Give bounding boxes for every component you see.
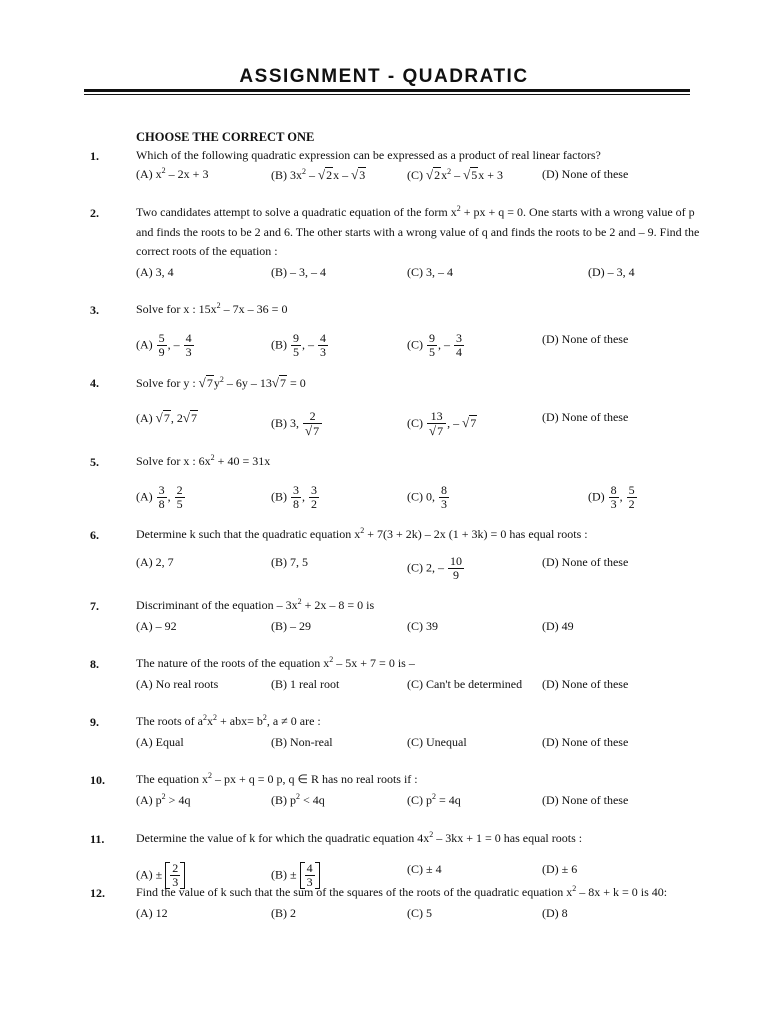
question-number: 11. bbox=[90, 832, 105, 846]
answer-option-a: (A) $x^2 - 2x + 3$ bbox=[136, 166, 209, 181]
answer-option-d: (D) None of these bbox=[542, 167, 629, 181]
question-text: Solve for x : $6x^2 + 40 = 31x$ bbox=[136, 453, 271, 468]
answer-option-c: (C) 5 bbox=[407, 906, 432, 920]
answer-option-a: (A) $\frac{5}{9}$ , – $\frac{4}{3}$ bbox=[136, 331, 192, 359]
answer-option-d: (D) 8 bbox=[542, 906, 568, 920]
question-number: 2. bbox=[90, 206, 99, 220]
question-number: 6. bbox=[90, 528, 99, 542]
question-number: 5. bbox=[90, 455, 99, 469]
question-number: 7. bbox=[90, 599, 99, 613]
answer-option-a: (A) – 92 bbox=[136, 619, 177, 633]
answer-option-c: (C) $p^2 = 4q$ bbox=[407, 792, 461, 807]
answer-option-d: (D) $\frac{8}{3}$ , $\frac{5}{2}$ bbox=[588, 483, 635, 511]
question-number: 9. bbox=[90, 715, 99, 729]
title-underline-thick bbox=[84, 89, 690, 92]
answer-option-a: (A) $p^2 > 4q$ bbox=[136, 792, 191, 807]
answer-option-b: (B) – 3, – 4 bbox=[271, 265, 326, 279]
answer-option-b: (B) – 29 bbox=[271, 619, 311, 633]
question-text: Determine the value of k for which the quadratic equation $4x^2 - 3kx + 1 = 0$ has equal roots : bbox=[136, 830, 583, 845]
answer-option-a: (A) √7, 2√7 bbox=[136, 410, 197, 425]
answer-option-a: (A) Equal bbox=[136, 735, 184, 749]
answer-option-c: (C) 2, – $\frac{10}{9}$ bbox=[407, 554, 462, 582]
answer-option-a: (A) No real roots bbox=[136, 677, 219, 691]
answer-option-c: (C) Unequal bbox=[407, 735, 467, 749]
question-text: Solve for y : $√7y^2 - 6y - 13√7 = 0$ bbox=[136, 375, 306, 390]
question-text: Find the value of k such that the sum of the squares of the roots of the quadratic equation $x^2 - 8x + k = 0$ is 40: bbox=[136, 884, 668, 899]
answer-option-c: (C) $\frac{13}{√7}$ , – √7 bbox=[407, 409, 477, 438]
question-text: The equation $x^2$ – px + q = 0 p, q ∈ R has no real roots if : bbox=[136, 771, 418, 786]
question-text: Determine k such that the quadratic equation $x^2 + 7(3 + 2k) - 2x$ (1 + 3k) = 0 has equal roots : bbox=[136, 526, 588, 541]
answer-option-d: (D) None of these bbox=[542, 410, 629, 424]
question-text: The nature of the roots of the equation $x^2 - 5x + 7 = 0$ is – bbox=[136, 655, 415, 670]
question-text: Two candidates attempt to solve a quadratic equation of the form $x^2$ + px + q = 0. One starts with a wrong value of p and finds the roots to be 2 and 6. The other starts with a wrong value of q and finds the roots to be 2 and – 9. Find the correct roots of the equation : bbox=[136, 204, 700, 258]
answer-option-b: (B) $p^2 < 4q$ bbox=[271, 792, 325, 807]
question-number: 1. bbox=[90, 149, 99, 163]
answer-option-a: (A) $\frac{3}{8}$ , $\frac{2}{5}$ bbox=[136, 483, 183, 511]
answer-option-b: (B) 2 bbox=[271, 906, 296, 920]
answer-option-a: (A) 2, 7 bbox=[136, 555, 174, 569]
answer-option-b: (B) $\frac{9}{5}$ , – $\frac{4}{3}$ bbox=[271, 331, 326, 359]
question-number: 10. bbox=[90, 773, 105, 787]
answer-option-d: (D) ± 6 bbox=[542, 862, 578, 876]
answer-option-c: (C) Can't be determined bbox=[407, 677, 523, 691]
answer-option-b: (B) Non-real bbox=[271, 735, 333, 749]
answer-option-d: (D) None of these bbox=[542, 677, 629, 691]
answer-option-a: (A) 3, 4 bbox=[136, 265, 174, 279]
answer-option-b: (B) 3, $\frac{2}{√7}$ bbox=[271, 410, 323, 438]
answer-option-d: (D) None of these bbox=[542, 735, 629, 749]
answer-option-c: (C) 39 bbox=[407, 619, 438, 633]
question-text: The roots of $a^2x^2 + abx= b^2$, a ≠ 0 are : bbox=[136, 713, 321, 728]
question-text: Solve for x : $15x^2 - 7x - 36 = 0$ bbox=[136, 301, 288, 316]
answer-option-b: (B) 7, 5 bbox=[271, 555, 308, 569]
answer-option-a: (A) ± $\frac{2}{3}$ bbox=[136, 862, 185, 889]
answer-option-d: (D) None of these bbox=[542, 555, 629, 569]
answer-option-c: (C) $√2x^2 - √5x + 3$ bbox=[407, 167, 504, 182]
answer-option-d: (D) – 3, 4 bbox=[588, 265, 635, 279]
answer-option-b: (B) ± $\frac{4}{3}$ bbox=[271, 862, 320, 889]
answer-option-c: (C) $\frac{9}{5}$ , – $\frac{3}{4}$ bbox=[407, 331, 462, 359]
answer-option-a: (A) 12 bbox=[136, 906, 168, 920]
title-underline-thin bbox=[84, 94, 690, 95]
section-heading: CHOOSE THE CORRECT ONE bbox=[136, 130, 315, 144]
question-text: Discriminant of the equation – $3x^2 + 2x - 8 = 0$ is bbox=[136, 597, 375, 612]
answer-option-d: (D) None of these bbox=[542, 793, 629, 807]
question-number: 12. bbox=[90, 886, 105, 900]
answer-option-b: (B) $\frac{3}{8}$ , $\frac{3}{2}$ bbox=[271, 483, 317, 511]
question-number: 8. bbox=[90, 657, 99, 671]
answer-option-b: (B) $3x^2 - √2x - √3$ bbox=[271, 167, 366, 182]
question-number: 4. bbox=[90, 376, 99, 390]
answer-option-c: (C) ± 4 bbox=[407, 862, 442, 876]
page-title: ASSIGNMENT - QUADRATIC bbox=[239, 66, 529, 87]
answer-option-c: (C) 3, – 4 bbox=[407, 265, 453, 279]
answer-option-c: (C) 0, $\frac{8}{3}$ bbox=[407, 483, 447, 511]
question-number: 3. bbox=[90, 303, 99, 317]
answer-option-b: (B) 1 real root bbox=[271, 677, 340, 691]
answer-option-d: (D) 49 bbox=[542, 619, 574, 633]
answer-option-d: (D) None of these bbox=[542, 332, 629, 346]
question-text: Which of the following quadratic expression can be expressed as a product of real linear factors? bbox=[136, 148, 601, 162]
